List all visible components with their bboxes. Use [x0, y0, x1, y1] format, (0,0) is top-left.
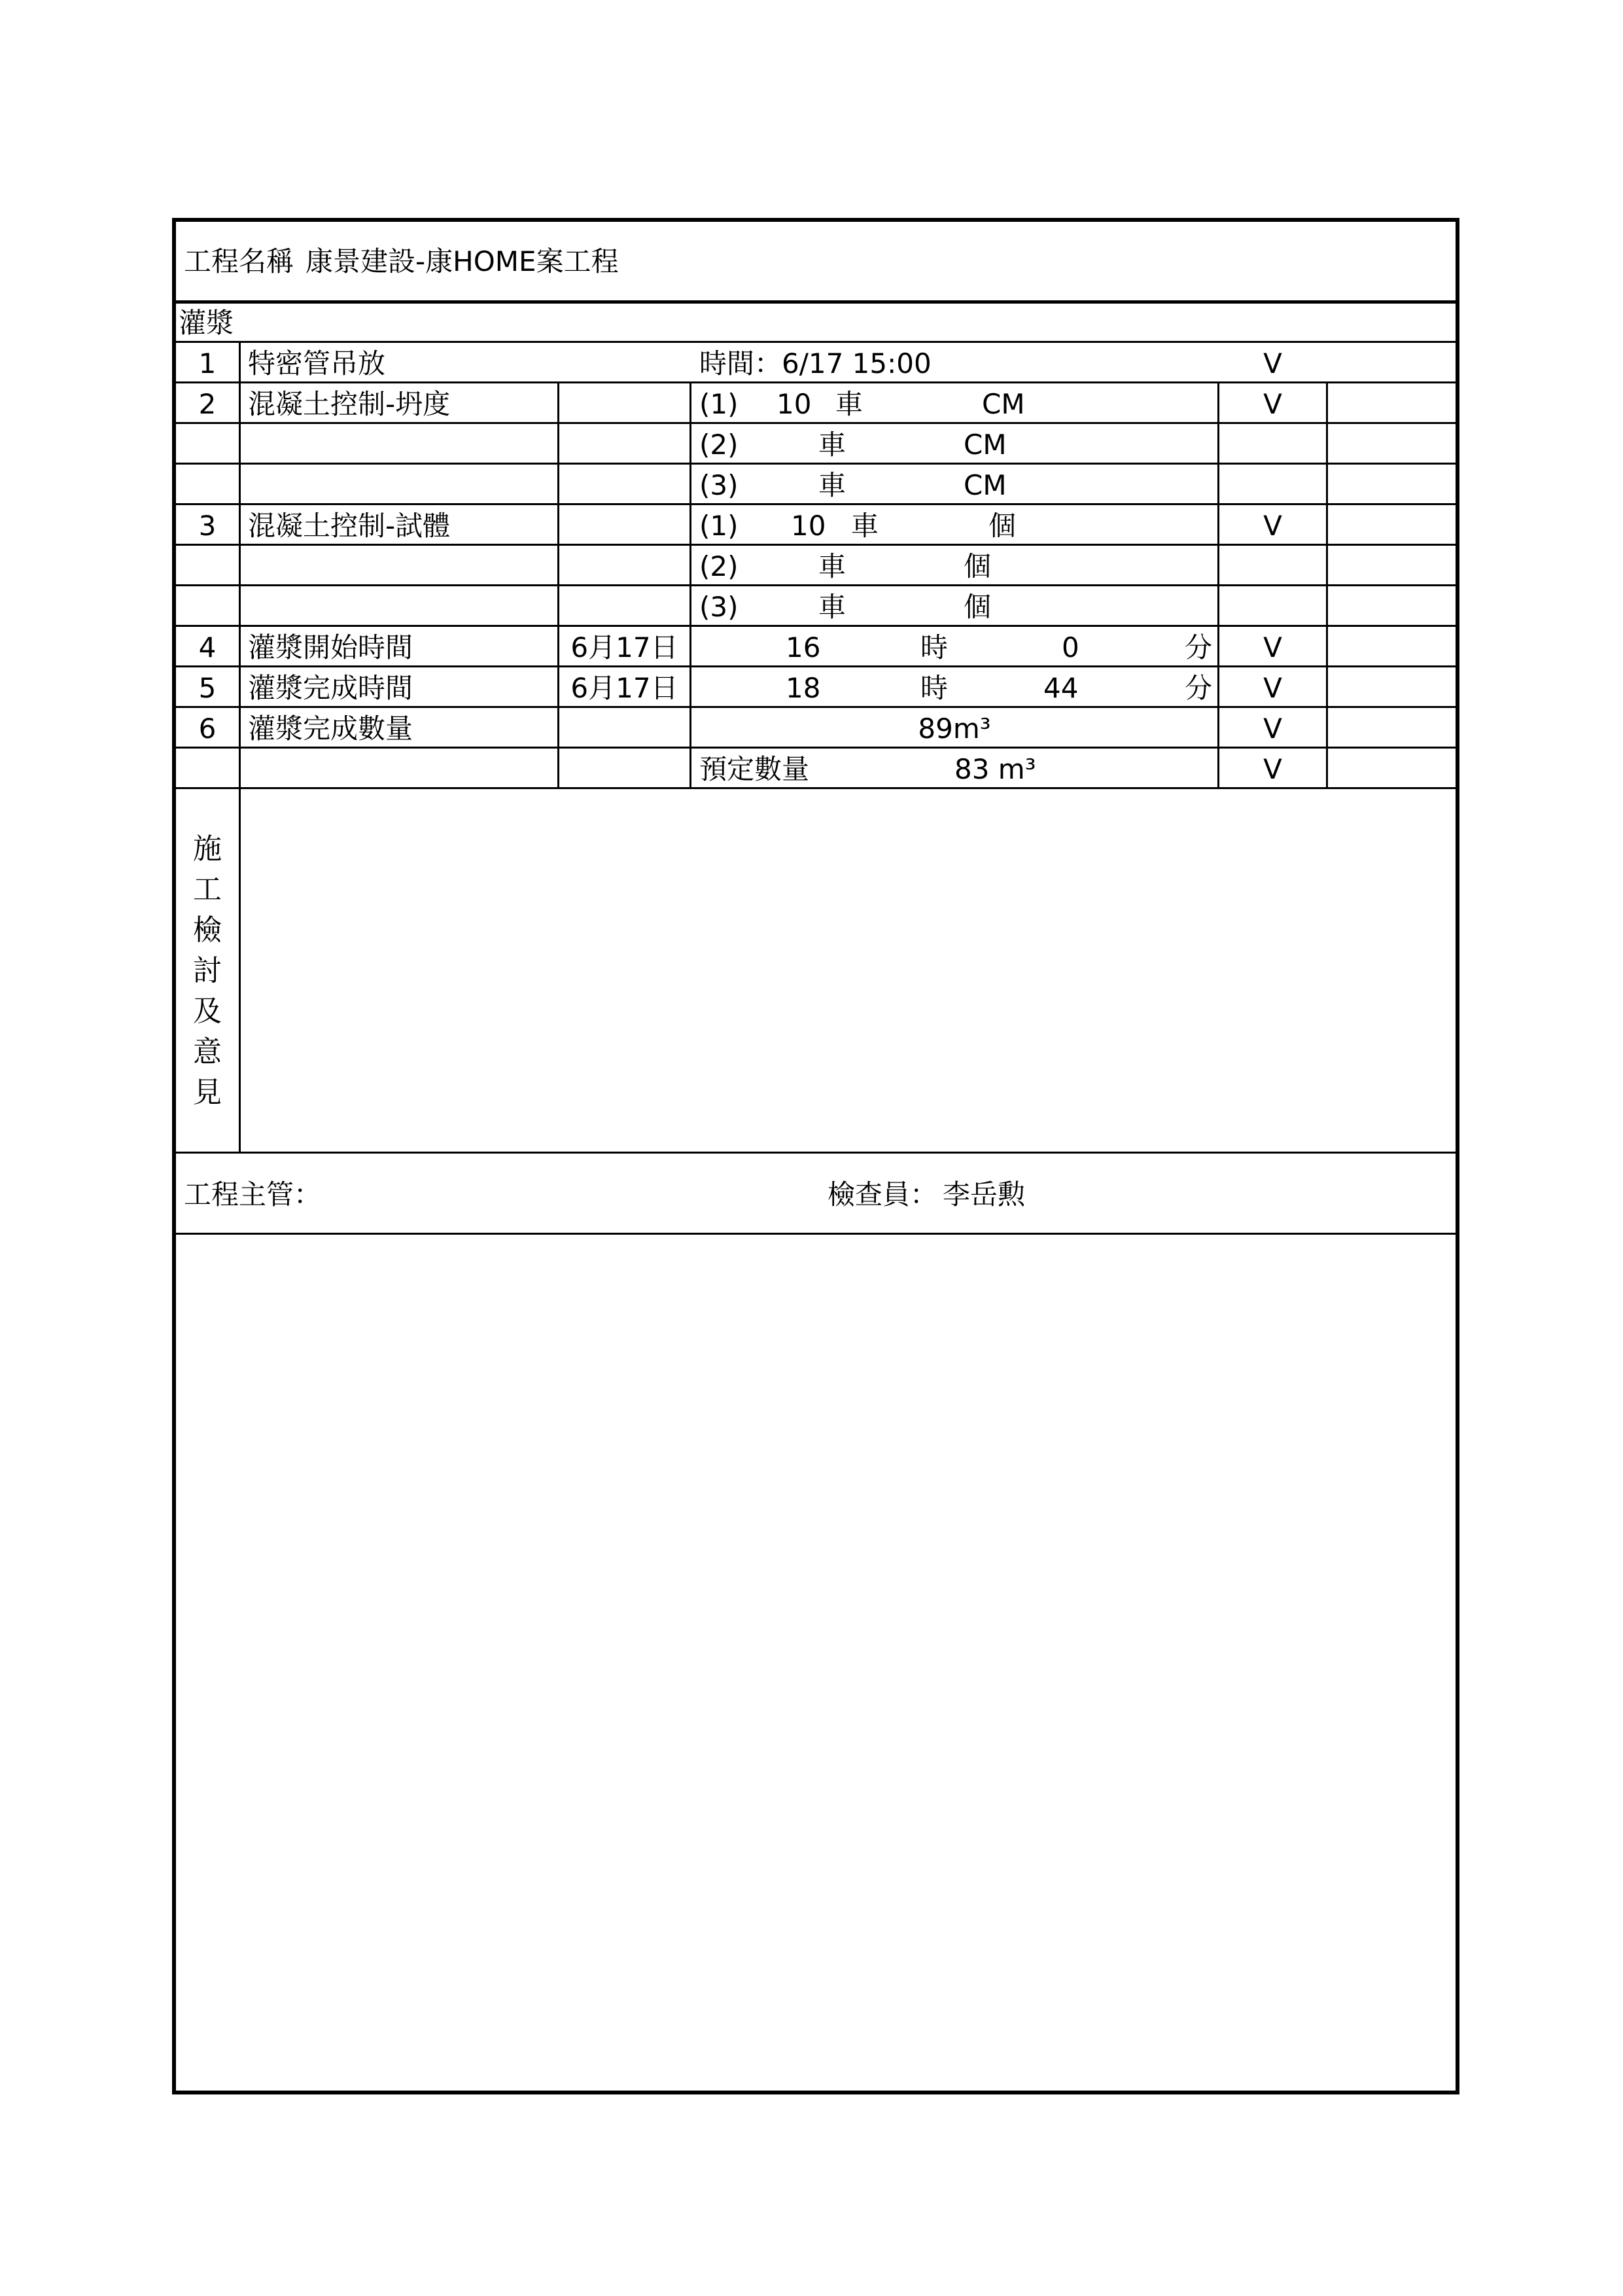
review-label-char: 施	[193, 832, 222, 866]
check-mark: V	[1263, 631, 1282, 663]
review-label-char: 討	[193, 954, 222, 987]
row-volume: 89m³	[918, 713, 991, 745]
row-number: 4	[198, 631, 217, 663]
divider	[1326, 381, 1328, 789]
row-unit: 車	[818, 469, 846, 501]
divider	[176, 1233, 1456, 1235]
row-unit: 車	[835, 388, 864, 420]
row-unit2: CM	[964, 429, 1007, 461]
row-date: 6月17日	[570, 631, 678, 663]
row-number: 1	[198, 347, 217, 380]
row-hour-unit: 時	[920, 672, 949, 704]
divider	[176, 706, 1456, 708]
project-name: 康景建設-康HOME案工程	[305, 245, 619, 277]
section-title: 灌漿	[179, 307, 234, 339]
row-minute: 0	[1062, 631, 1079, 663]
row-hour: 16	[786, 631, 821, 663]
row-unit: 車	[818, 591, 846, 623]
project-name-label: 工程名稱	[184, 245, 294, 277]
divider	[176, 422, 1456, 424]
row-item: 混凝土控制-坍度	[248, 388, 451, 420]
divider	[176, 747, 1456, 749]
row-date: 6月17日	[570, 672, 678, 704]
check-mark: V	[1263, 753, 1282, 785]
divider	[176, 625, 1456, 627]
divider	[239, 341, 241, 1154]
row-unit2: 個	[964, 550, 992, 582]
check-mark: V	[1263, 672, 1282, 704]
row-prefix: (3)	[699, 591, 739, 623]
row-number: 3	[198, 510, 217, 542]
row-unit: 車	[818, 550, 846, 582]
row-minute: 44	[1043, 672, 1079, 704]
row-number: 6	[198, 713, 217, 745]
row-detail: 時間：6/17 15:00	[699, 347, 932, 380]
divider	[176, 665, 1456, 667]
inspection-form	[172, 218, 1459, 2094]
divider	[557, 381, 559, 789]
planned-value: 83 m³	[954, 753, 1036, 785]
row-minute-unit: 分	[1185, 631, 1213, 663]
row-prefix: (1)	[699, 388, 739, 420]
row-number: 2	[198, 388, 217, 420]
row-count: 10	[777, 388, 812, 420]
inspector-name: 李岳勲	[943, 1178, 1026, 1210]
check-mark: V	[1263, 510, 1282, 542]
review-label-char: 見	[193, 1076, 222, 1109]
review-label-char: 工	[193, 873, 222, 906]
review-label-char: 意	[193, 1035, 222, 1069]
row-unit: 車	[818, 429, 846, 461]
supervisor-label: 工程主管：	[184, 1178, 322, 1210]
row-unit2: 個	[988, 510, 1017, 542]
divider	[176, 463, 1456, 465]
inspector-label: 檢查員：	[828, 1178, 938, 1210]
divider	[176, 341, 1456, 343]
review-label-char: 及	[193, 995, 222, 1028]
row-count: 10	[791, 510, 826, 542]
divider	[176, 584, 1456, 586]
row-unit2: CM	[982, 388, 1025, 420]
check-mark: V	[1263, 713, 1282, 745]
review-label-char: 檢	[193, 913, 222, 947]
row-hour: 18	[786, 672, 821, 704]
divider	[176, 1152, 1456, 1154]
row-unit2: 個	[964, 591, 992, 623]
row-item: 灌漿完成數量	[248, 713, 413, 745]
check-mark: V	[1263, 388, 1282, 420]
divider	[176, 300, 1456, 304]
divider	[176, 503, 1456, 505]
row-prefix: (2)	[699, 550, 739, 582]
row-hour-unit: 時	[920, 631, 949, 663]
row-item: 灌漿完成時間	[248, 672, 413, 704]
planned-label: 預定數量	[699, 753, 810, 785]
divider	[176, 544, 1456, 546]
row-prefix: (3)	[699, 469, 739, 501]
row-prefix: (1)	[699, 510, 739, 542]
divider	[176, 381, 1456, 383]
row-item: 混凝土控制-試體	[248, 510, 451, 542]
row-minute-unit: 分	[1185, 672, 1213, 704]
row-prefix: (2)	[699, 429, 739, 461]
row-number: 5	[198, 672, 217, 704]
row-item: 灌漿開始時間	[248, 631, 413, 663]
row-unit2: CM	[964, 469, 1007, 501]
review-label	[188, 829, 227, 1113]
row-unit: 車	[851, 510, 879, 542]
row-item: 特密管吊放	[248, 347, 386, 380]
check-mark: V	[1263, 347, 1282, 380]
divider	[176, 787, 1456, 789]
